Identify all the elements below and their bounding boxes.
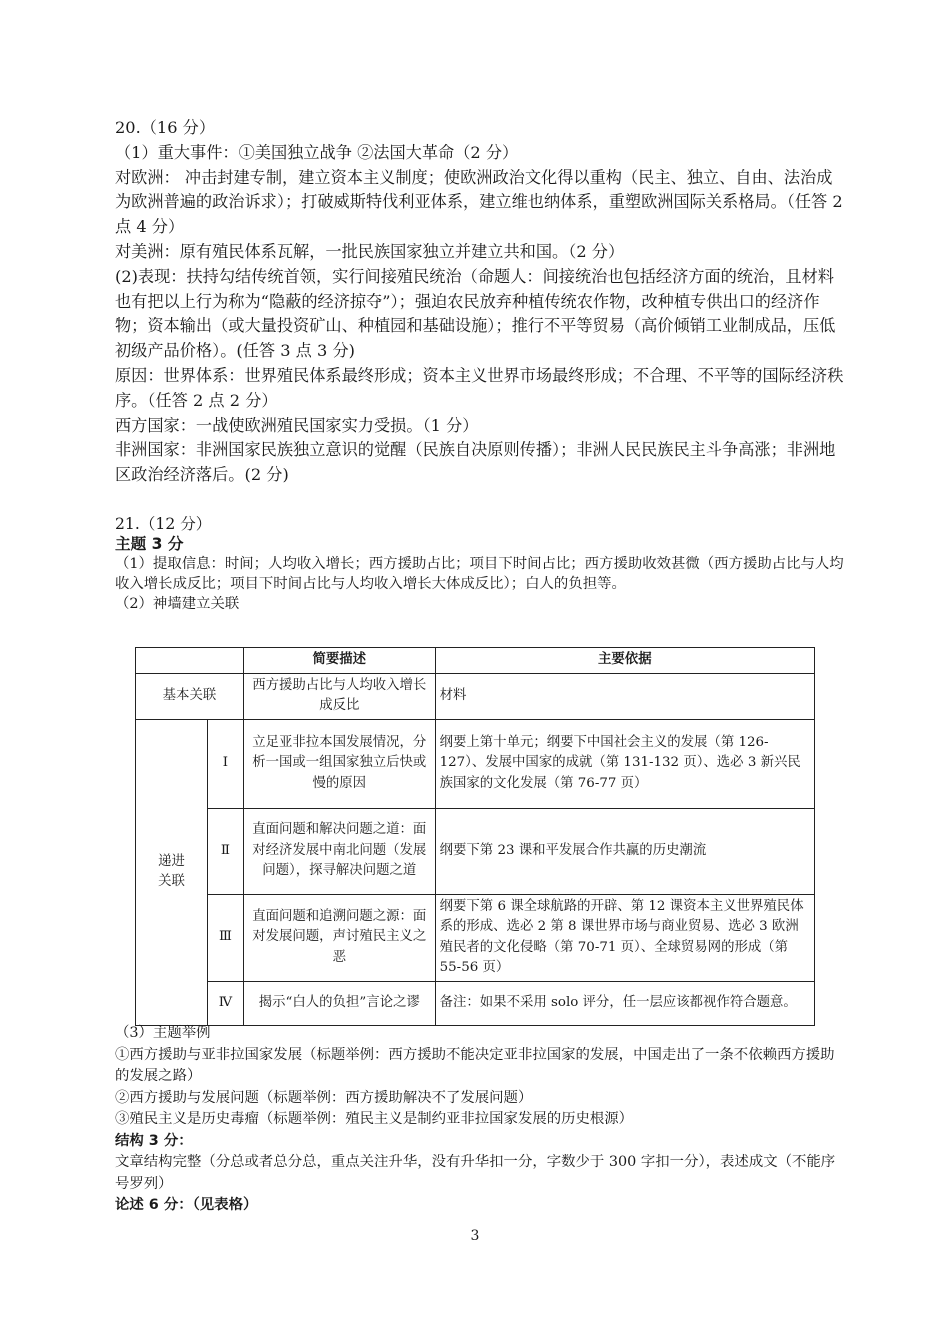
- table-row: [136, 808, 815, 894]
- basic-association-basis: 材料: [435, 673, 814, 719]
- q20-part2-manifestation: (2)表现：扶持勾结传统首领，实行间接殖民统治（命题人：间接统治也包括经济方面的统治，且材料也有把以上行为称为“隐蔽的经济掠夺”）；强迫农民放弃种植传统农作物，改种植专供出口的经济作物；资本输出（或大量投资矿山、种植园和基础设施）；推行不平等贸易（高价倾销工业制成品，压低初级产品价格）。(任答 3 点 3 分): [115, 266, 836, 361]
- structure-criteria: 文章结构完整（分总或者总分总，重点关注升华，没有升华扣一分，字数少于 300 字扣一分），表述成文（不能序号罗列）: [115, 1154, 836, 1192]
- theme-example-2: ②西方援助与发展问题（标题举例：西方援助解决不了发展问题）: [115, 1089, 533, 1106]
- q21-part2-heading: （2）神墙建立关联: [115, 596, 240, 612]
- theme-score-heading: 主题 3 分: [115, 535, 184, 553]
- table-header-blank: [136, 648, 244, 674]
- table-row: [136, 981, 815, 1025]
- level-label: Ⅲ: [207, 894, 243, 981]
- table-header-basis: 主要依据: [435, 648, 814, 674]
- q20-impact-america: 对美洲：原有殖民体系瓦解，一批民族国家独立并建立共和国。（2 分）: [115, 241, 625, 261]
- level-basis: 备注：如果不采用 solo 评分，任一层应该都视作符合题意。: [435, 981, 814, 1025]
- level-label: Ⅳ: [207, 981, 243, 1025]
- table-row: [136, 894, 815, 981]
- structure-score-heading: 结构 3 分：: [115, 1132, 193, 1149]
- q21-part1-info: （1）提取信息：时间；人均收入增长；西方援助占比；项目下时间占比；西方援助收效甚微（西方援助占比与人均收入增长成反比；项目下时间占比与人均收入增长大体成反比）；白人的负担等。: [115, 556, 844, 592]
- question-20-answer: [115, 116, 847, 488]
- progressive-association-label: 递进关联: [136, 719, 208, 1025]
- q20-part1-events: （1）重大事件：①美国独立战争 ②法国大革命（2 分）: [115, 142, 519, 162]
- table-row-basic: [136, 673, 815, 719]
- level-basis: 纲要下第 23 课和平发展合作共赢的历史潮流: [435, 808, 814, 894]
- argument-score-heading: 论述 6 分：（见表格）: [115, 1197, 258, 1213]
- table-header-description: 简要描述: [243, 648, 435, 674]
- question-21-answer: [115, 514, 847, 614]
- theme-example-3: ③殖民主义是历史毒瘤（标题举例：殖民主义是制约亚非拉国家发展的历史根源）: [115, 1111, 634, 1127]
- page-number: 3: [470, 1228, 480, 1244]
- level-label: Ⅰ: [207, 719, 243, 808]
- basic-association-desc: 西方援助占比与人均收入增长成反比: [243, 673, 435, 719]
- q21-part3-heading: （3）主题举例: [115, 1025, 211, 1041]
- q20-western-countries: 西方国家：一战使欧洲殖民国家实力受损。（1 分）: [115, 415, 479, 435]
- question-21-continued: [115, 1023, 847, 1217]
- table-row: [136, 719, 815, 808]
- association-table: [135, 647, 815, 1026]
- question-21-title: 21.（12 分）: [115, 515, 212, 533]
- level-basis: 纲要上第十单元；纲要下中国社会主义的发展（第 126-127）、发展中国家的成就（第 131-132 页）、选必 3 新兴民族国家的文化发展（第 76-77 页）: [435, 719, 814, 808]
- level-label: Ⅱ: [207, 808, 243, 894]
- q20-impact-europe: 对欧洲： 冲击封建专制，建立资本主义制度；使欧洲政治文化得以重构（民主、独立、自由、法治成为欧洲普遍的政治诉求）；打破威斯特伐利亚体系，建立维也纳体系，重塑欧洲国际关系格局。（任答 2 点 4 分）: [115, 167, 843, 237]
- q20-african-countries: 非洲国家：非洲国家民族独立意识的觉醒（民族自决原则传播）；非洲人民民族民主斗争高涨；非洲地区政治经济落后。(2 分): [115, 440, 836, 485]
- question-20-title: 20.（16 分）: [115, 118, 216, 137]
- level-description: 直面问题和解决问题之道：面对经济发展中南北问题（发展问题），探寻解决问题之道: [243, 808, 435, 894]
- theme-example-1: ①西方援助与亚非拉国家发展（标题举例：西方援助不能决定亚非拉国家的发展，中国走出了一条不依赖西方援助的发展之路）: [115, 1046, 835, 1084]
- level-description: 直面问题和追溯问题之源：面对发展问题，声讨殖民主义之恶: [243, 894, 435, 981]
- basic-association-label: 基本关联: [136, 673, 244, 719]
- level-description: 揭示“白人的负担”言论之谬: [243, 981, 435, 1025]
- level-basis: 纲要下第 6 课全球航路的开辟、第 12 课资本主义世界殖民体系的形成、选必 2 第 8 课世界市场与商业贸易、选必 3 欧洲殖民者的文化侵略（第 70-71 页）、全球贸易网的形成（第 55-56 页）: [435, 894, 814, 981]
- level-description: 立足亚非拉本国发展情况，分析一国或一组国家独立后快或慢的原因: [243, 719, 435, 808]
- table-header-row: [136, 648, 815, 674]
- q20-reason: 原因：世界体系：世界殖民体系最终形成；资本主义世界市场最终形成；不合理、不平等的国际经济秩序。（任答 2 点 2 分）: [115, 365, 844, 410]
